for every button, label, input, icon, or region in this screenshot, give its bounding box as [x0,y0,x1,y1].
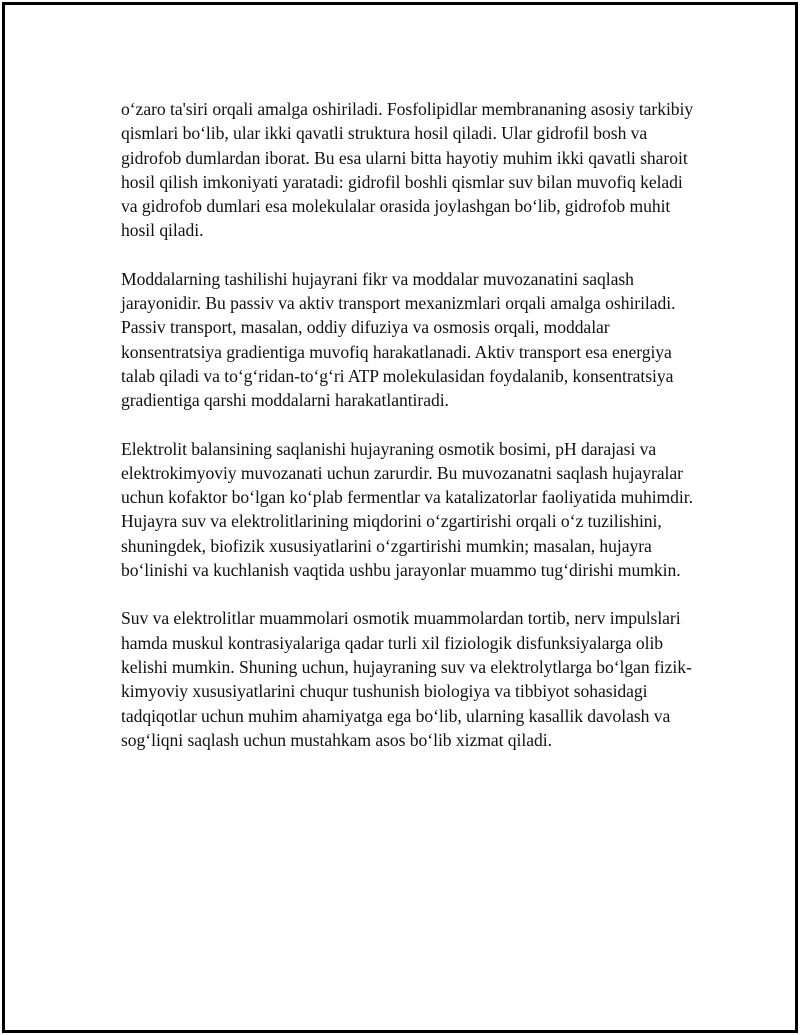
paragraph-water-electrolyte-problems: Suv va elektrolitlar muammolari osmotik muammolardan tortib, nerv impulslari hamda muskul kontrasiyalariga qadar turli xil fiziologik disfunksiyalarga olib kelishi mumkin. Shuning uchun, hujayraning suv va elektrolytlarga bo‘lgan fizik-kimyoviy xususiyatlarini chuqur tushunish biologiya va tibbiyot sohasidagi tadqiqotlar uchun muhim ahamiyatga ega bo‘lib, ularning kasallik davolash va sog‘liqni saqlash uchun mustahkam asos bo‘lib xizmat qiladi. [121,608,692,750]
paragraph-substance-transport: Moddalarning tashilishi hujayrani fikr va moddalar muvozanatini saqlash jarayonidir. Bu passiv va aktiv transport mexanizmlari orqali amalga oshiriladi. Passiv transport, masalan, oddiy difuziya va osmosis orqali, moddalar konsentratsiya gradientiga muvofiq harakatlanadi. Aktiv transport esa energiya talab qiladi va to‘g‘ridan-to‘g‘ri ATP molekulasidan foydalanib, konsentratsiya gradientiga qarshi moddalarni harakatlantiradi. [121,268,676,411]
paragraph-electrolyte-balance: Elektrolit balansining saqlanishi hujayraning osmotik bosimi, pH darajasi va elektrokimyoviy muvozanati uchun zarurdir. Bu muvozanatni saqlash hujayralar uchun kofaktor bo‘lgan ko‘plab fermentlar va katalizatorlar faoliyatida muhimdir. Hujayra suv va elektrolitlarining miqdorini o‘zgartirishi orqali o‘z tuzilishini, shuningdek, biofizik xususiyatlarini o‘zgartirishi mumkin; masalan, hujayra bo‘linishi va kuchlanish vaqtida ushbu jarayonlar muammo tug‘dirishi mumkin. [121,438,693,581]
document-body [121,97,697,752]
page-border [2,2,798,1033]
paragraph-membrane-structure: o‘zaro ta'siri orqali amalga oshiriladi. Fosfolipidlar membrananing asosiy tarkibiy qismlari bo‘lib, ular ikki qavatli struktura hosil qiladi. Ular gidrofil bosh va gidrofob dumlardan iborat. Bu esa ularni bitta hayotiy muhim ikki qavatli sharoit hosil qilish imkoniyati yaratadi: gidrofil boshli qismlar suv bilan muvofiq keladi va gidrofob dumlari esa molekulalar orasida joylashgan bo‘lib, gidrofob muhit hosil qiladi. [121,99,694,241]
